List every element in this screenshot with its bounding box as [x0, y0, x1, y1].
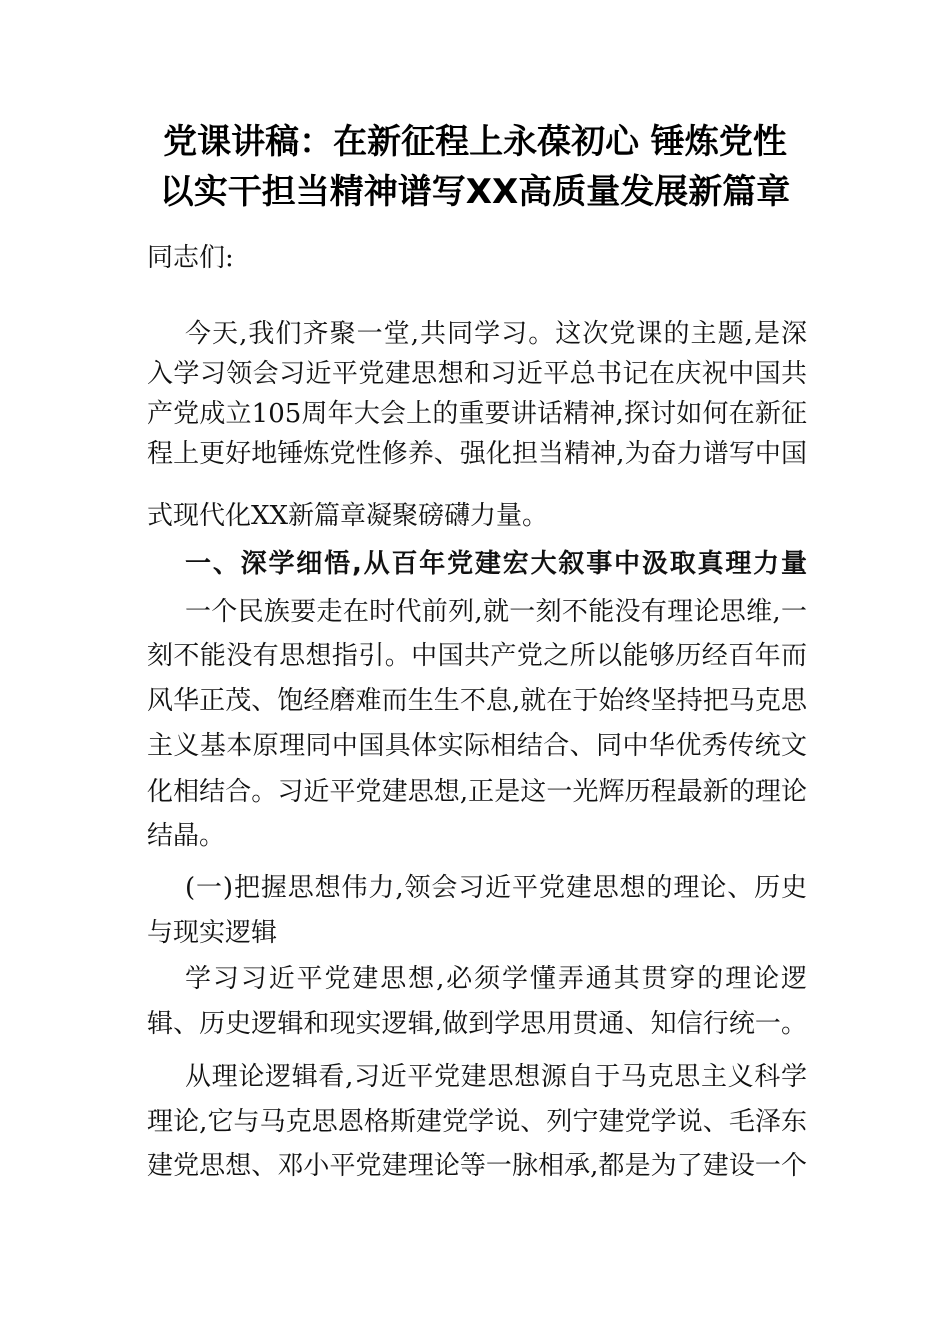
subheading-line: (一)把握思想伟力,领会习近平党建思想的理论、历史: [185, 873, 807, 903]
section-heading: 一、深学细悟,从百年党建宏大叙事中汲取真理力量: [185, 549, 807, 579]
paragraph-line: 从理论逻辑看,习近平党建思想源自于马克思主义科学: [185, 1062, 807, 1092]
paragraph-line: 主义基本原理同中国具体实际相结合、同中华优秀传统文: [147, 731, 807, 761]
paragraph-line: 今天,我们齐聚一堂,共同学习。这次党课的主题,是深: [185, 319, 807, 349]
paragraph-line: 刻不能没有思想指引。中国共产党之所以能够历经百年而: [147, 641, 807, 671]
salutation: 同志们:: [147, 243, 234, 273]
paragraph-line: 结晶。: [147, 821, 226, 851]
document-title-line-1: 党课讲稿：在新征程上永葆初心 锤炼党性: [163, 122, 787, 162]
document-title-line-2: 以实干担当精神谱写XX高质量发展新篇章: [159, 172, 791, 212]
paragraph-line: 一个民族要走在时代前列,就一刻不能没有理论思维,一: [185, 597, 807, 627]
paragraph-line: 入学习领会习近平党建思想和习近平总书记在庆祝中国共: [147, 359, 807, 389]
paragraph-line: 化相结合。习近平党建思想,正是这一光辉历程最新的理论: [147, 777, 807, 807]
paragraph-line: 风华正茂、饱经磨难而生生不息,就在于始终坚持把马克思: [147, 686, 807, 716]
paragraph-line: 式现代化XX新篇章凝聚磅礴力量。: [147, 501, 549, 531]
paragraph-line: 理论,它与马克思恩格斯建党学说、列宁建党学说、毛泽东: [147, 1107, 807, 1137]
paragraph-line: 产党成立105周年大会上的重要讲话精神,探讨如何在新征: [147, 399, 807, 429]
paragraph-line: 辑、历史逻辑和现实逻辑,做到学思用贯通、知信行统一。: [147, 1009, 807, 1039]
paragraph-line: 程上更好地锤炼党性修养、强化担当精神,为奋力谱写中国: [147, 439, 807, 469]
paragraph-line: 建党思想、邓小平党建理论等一脉相承,都是为了建设一个: [147, 1151, 807, 1181]
paragraph-line: 学习习近平党建思想,必须学懂弄通其贯穿的理论逻: [185, 964, 807, 994]
subheading-line: 与现实逻辑: [147, 918, 278, 948]
